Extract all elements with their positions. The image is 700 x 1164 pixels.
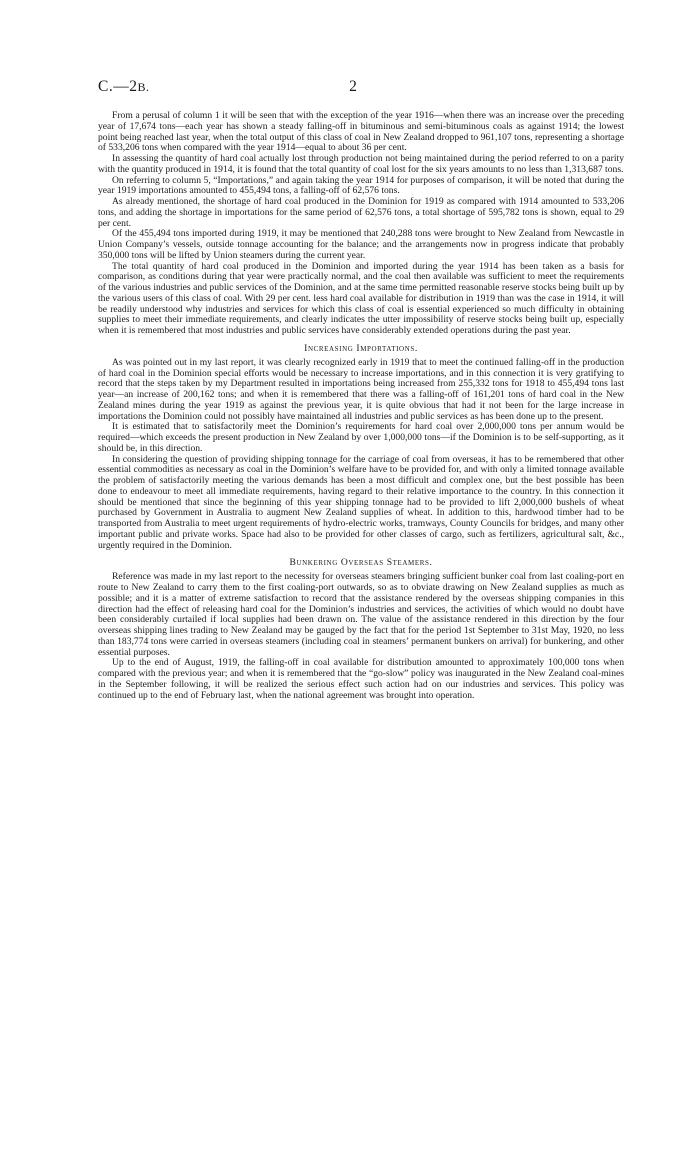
paragraph: In considering the question of providing shipping tonnage for the carriage of coal from overseas, it has to be remembered that other essential commodities as necessary as coal in the Dominion’s welfare have to be provided for, and with only a limited tonnage available the problem of satisfactorily meeting the various demands has been a most difficult and complex one, but the best possible has been done to endeavour to meet all immediate requirements, having regard to their relative importance to the country. In this connection it should be mentioned that since the beginning of this year shipping tonnage had to be provided to lift 2,000,000 bushels of wheat purchased by Government in Australia to augment New Zealand supplies of wheat. In addition to this, hardwood timber had to be transported from Australia to meet urgent requirements of hydro-electric works, tramways, County Councils for bridges, and many other important public and private works. Space had also to be provided for other classes of cargo, such as fertilizers, agricultural salt, &c., urgently required in the Dominion. xyxy=(98,453,624,551)
paragraph: Up to the end of August, 1919, the falling-off in coal available for distribution amounted to approximately 100,000 tons when compared with the previous year; and when it is remembered that the “go-slow” policy was inaugurated in the New Zealand coal-mines in the September following, it will be realized the serious effect such action had on our industries and services. This policy was continued up to the end of February last, when the national agreement was brought into operation. xyxy=(98,657,624,701)
paragraph: On referring to column 5, “Importations,” and again taking the year 1914 for purposes of comparison, it will be noted that during the year 1919 importations amounted to 455,494 tons, a falling-off of 62,576 tons. xyxy=(98,174,624,197)
paragraph: It is estimated that to satisfactorily meet the Dominion’s requirements for hard coal over 2,000,000 tons per annum would be required—which exceeds the present production in New Zealand by over 1,000,000 tons—if the Dominion is to be self-supporting, as it should be, in this direction. xyxy=(98,421,624,454)
document-reference-main: C.—2 xyxy=(98,78,138,95)
paragraph: From a perusal of column 1 it will be seen that with the exception of the year 1916—when there was an increase over the preceding year of 17,674 tons—each year has shown a steady falling-off in bituminous and semi-bituminous coals as against 1914; the lowest point being reached last year, when the total output of this class of coal in New Zealand dropped to 961,107 tons, representing a shortage of 533,206 tons when compared with the year 1914—equal to about 36 per cent. xyxy=(98,110,624,154)
section-heading-bunkering-overseas-steamers: Bunkering Overseas Steamers. xyxy=(289,557,433,569)
document-reference-suffix: B. xyxy=(137,80,150,94)
page-header xyxy=(98,78,624,100)
paragraph: Of the 455,494 tons imported during 1919, it may be mentioned that 240,288 tons were brought to New Zealand from Newcastle in Union Company’s vessels, outside tonnage accounting for the balance; and the arrangements now in progress indicate that probably 350,000 tons will be lifted by Union steamers during the current year. xyxy=(98,228,624,261)
document-reference xyxy=(98,78,149,96)
paragraph: The total quantity of hard coal produced in the Dominion and imported during the year 1914 has been taken as a basis for comparison, as conditions during that year were practically normal, and the coal then available was sufficient to meet the requirements of the various industries and public services of the Dominion, and at the same time permitted reasonable reserve stocks being built up by the various users of this class of coal. With 29 per cent. less hard coal available for distribution in 1919 than was the case in 1914, it will be readily understood why industries and services for which this class of coal is essential experienced so much difficulty in obtaining supplies to meet their immediate requirements, and clearly indicates the utter impossibility of reserve stocks being built up, especially when it is remembered that most industries and public services have considerably extended operations during the past year. xyxy=(98,260,624,336)
paragraph: As already mentioned, the shortage of hard coal produced in the Dominion for 1919 as compared with 1914 amounted to 533,206 tons, and adding the shortage in importations for the same period of 62,576 tons, a total shortage of 595,782 tons is shown, equal to 29 per cent. xyxy=(98,196,624,229)
paragraph: Reference was made in my last report to the necessity for overseas steamers bringing sufficient bunker coal from last coaling-port en route to New Zealand to carry them to the first coaling-port outwards, so as to obviate drawing on New Zealand supplies as much as possible; and it is a matter of extreme satisfaction to record that the assistance rendered by the overseas shipping companies in this direction had the effect of releasing hard coal for the Dominion’s industries and services, the activities of which would no doubt have been considerably curtailed if local supplies had been drawn on. The value of the assistance rendered in this direction by the four overseas shipping lines trading to New Zealand may be gauged by the fact that for the period 1st September to 31st May, 1920, no less than 183,774 tons were carried in overseas steamers (including coal in steamers’ permanent bunkers on arrival) for bunkering, and other essential purposes. xyxy=(98,571,624,658)
paragraph: As was pointed out in my last report, it was clearly recognized early in 1919 that to meet the continued falling-off in the production of hard coal in the Dominion special efforts would be necessary to increase importations, and in this connection it is very gratifying to record that the steps taken by my Department resulted in importations being increased from 255,332 tons for 1918 to 455,494 tons last year—an increase of 200,162 tons; and when it is remembered that there was a falling-off of 161,201 tons of hard coal in the New Zealand mines during the year 1919 as against the previous year, it is quite obvious that had it not been for the large increase in importations the Dominion could not possibly have maintained all industries and public services as has been done up to the present. xyxy=(98,356,624,422)
section-heading-increasing-importations: Increasing Importations. xyxy=(304,342,418,354)
paragraph: In assessing the quantity of hard coal actually lost through production not being maintained during the period referred to on a parity with the quantity produced in 1914, it is found that the total quantity of coal lost for the six years amounts to no less than 1,313,687 tons. xyxy=(98,153,624,175)
page-number: 2 xyxy=(349,78,357,95)
document-body xyxy=(98,111,624,701)
